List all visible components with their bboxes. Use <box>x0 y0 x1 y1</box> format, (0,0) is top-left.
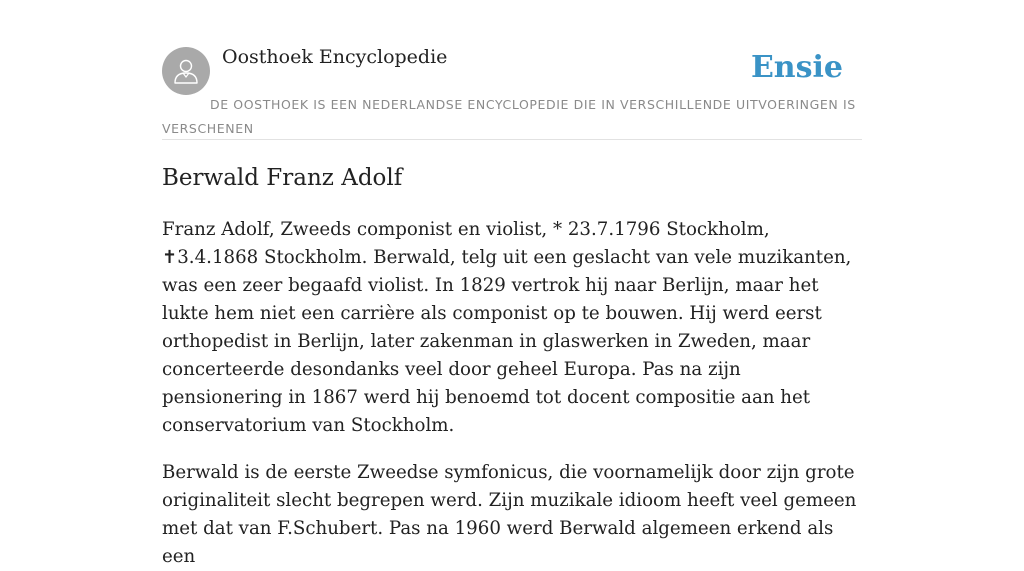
person-outline-icon <box>171 56 201 86</box>
article-paragraph: Franz Adolf, Zweeds componist en violist, * 23.7.1796 Stockholm, ✝3.4.1868 Stockholm. Berwald, telg uit een geslacht van vele muzikanten, was een zeer begaafd violist. In 1829 vertrok hij naar Berlijn, maar het lukte hem niet een carrière als componist op te bouwen. Hij werd eerst orthopedist in Berlijn, later zakenman in glaswerken in Zweden, maar concerteerde desondanks veel door geheel Europa. Pas na zijn pensionering in 1867 werd hij benoemd tot docent compositie aan het conservatorium van Stockholm. <box>162 219 852 436</box>
site-name-link[interactable]: Oosthoek Encyclopedie <box>222 46 448 68</box>
article-paragraph: Berwald is de eerste Zweedse symfonicus, die voornamelijk door zijn grote originaliteit slecht begrepen werd. Zijn muzikale idioom heeft veel gemeen met dat van F.Schubert. Pas na 1960 werd Berwald algemeen erkend als een <box>162 462 857 567</box>
brand-logo-link[interactable]: Ensie <box>750 50 843 85</box>
article-title: Berwald Franz Adolf <box>162 165 403 191</box>
site-header <box>162 44 862 140</box>
user-avatar-icon[interactable] <box>162 47 210 95</box>
site-tagline: DE OOSTHOEK IS EEN NEDERLANDSE ENCYCLOPEDIE DIE IN VERSCHILLENDE UITVOERINGEN IS VERSCHENEN <box>162 97 856 136</box>
article <box>162 160 862 571</box>
